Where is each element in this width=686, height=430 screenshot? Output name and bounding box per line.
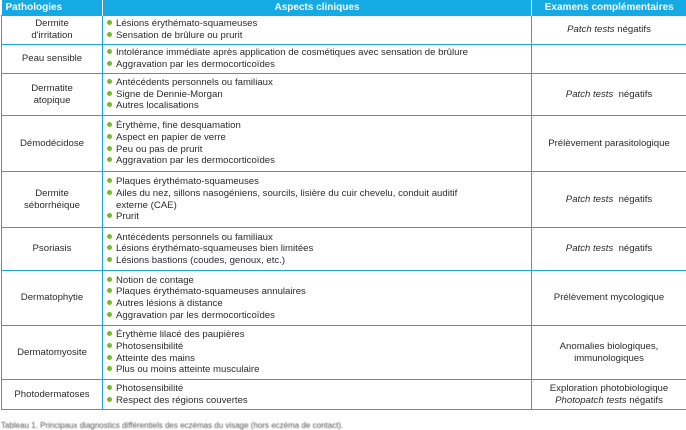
- bullet-icon: [107, 61, 112, 66]
- aspects-cell: [103, 172, 532, 228]
- exam-text: Anomalies biologiques,: [559, 340, 659, 352]
- exam-cell: [532, 116, 686, 172]
- aspects-cell: [103, 271, 532, 326]
- list-item: Photosensibilité: [107, 383, 528, 395]
- exam-text: Prélèvement parasitologique: [548, 137, 670, 149]
- bullet-icon: [107, 257, 112, 262]
- list-item: Atteinte des mains: [107, 353, 528, 365]
- pathology-name: atopique: [33, 94, 71, 106]
- bullet-icon: [107, 122, 112, 127]
- exam-italic: Patch tests: [567, 24, 615, 36]
- pathology-name: Dermatomyosite: [17, 346, 87, 358]
- list-item: Aggravation par les dermocorticoïdes: [107, 59, 528, 71]
- bullet-icon: [107, 134, 112, 139]
- exam-cell: [532, 271, 686, 326]
- header-examens-complementaires: Examens complémentaires: [532, 0, 686, 16]
- exam-cell: [532, 45, 686, 74]
- table-header: [2, 0, 686, 16]
- list-item: Aggravation par les dermocorticoïdes: [107, 310, 528, 322]
- list-item: Lésions bastions (coudes, genoux, etc.): [107, 255, 528, 267]
- table-row: [2, 326, 686, 380]
- bullet-icon: [107, 32, 112, 37]
- table-row: [2, 380, 686, 410]
- bullet-icon: [107, 146, 112, 151]
- list-item: Photosensibilité: [107, 341, 528, 353]
- bullet-icon: [107, 245, 112, 250]
- aspects-cell: [103, 16, 532, 45]
- list-item: Sensation de brûlure ou prurit: [107, 30, 528, 42]
- list-item: Signe de Dennie-Morgan: [107, 89, 528, 101]
- exam-cell: [532, 74, 686, 116]
- bullet-icon: [107, 397, 112, 402]
- list-item: Intolérance immédiate après application de cosmétiques avec sensation de brûlure: [107, 47, 528, 59]
- list-item: Plaques érythémato-squameuses: [107, 176, 528, 188]
- list-item: Autres lésions à distance: [107, 298, 528, 310]
- table-row: [2, 116, 686, 172]
- list-item: Peu ou pas de prurit: [107, 144, 528, 156]
- bullet-icon: [107, 178, 112, 183]
- bullet-icon: [107, 385, 112, 390]
- bullet-icon: [107, 277, 112, 282]
- list-item: Lésions érythémato-squameuses: [107, 18, 528, 30]
- pathology-name: séborrhéique: [23, 199, 80, 211]
- pathology-cell: [2, 16, 103, 45]
- exam-italic: Patch tests: [565, 193, 614, 205]
- exam-text: négatifs: [613, 88, 653, 100]
- bullet-icon: [107, 79, 112, 84]
- exam-italic: Patch tests: [565, 88, 614, 100]
- exam-cell: [532, 326, 686, 380]
- aspects-cell: [103, 228, 532, 271]
- exam-italic: Patch tests: [565, 243, 614, 255]
- exam-text: Exploration photobiologique: [549, 382, 669, 394]
- bullet-icon: [107, 331, 112, 336]
- bullet-icon: [107, 300, 112, 305]
- list-item: Notion de contage: [107, 275, 528, 287]
- exam-italic: Photopatch tests: [555, 394, 627, 406]
- list-item: Antécédents personnels ou familiaux: [107, 77, 528, 89]
- pathology-name: Dermatophytie: [20, 292, 84, 304]
- exam-text-line2: [535, 395, 683, 407]
- table-row: [2, 228, 686, 271]
- table-caption: Tableau 1. Principaux diagnostics différentiels des eczémas du visage (hors eczéma de contact).: [1, 421, 344, 430]
- list-item: Aggravation par les dermocorticoïdes: [107, 155, 528, 167]
- exam-cell: [532, 16, 686, 45]
- pathology-cell: [2, 326, 103, 380]
- exam-text: négatifs: [613, 193, 653, 205]
- table-row: [2, 172, 686, 228]
- pathology-cell: [2, 228, 103, 271]
- aspects-cell: [103, 116, 532, 172]
- list-item: Autres localisations: [107, 100, 528, 112]
- list-item: Respect des régions couvertes: [107, 395, 528, 407]
- list-item: Lésions érythémato-squameuses bien limitées: [107, 243, 528, 255]
- list-item: Érythème lilacé des paupières: [107, 329, 528, 341]
- exam-cell: [532, 228, 686, 271]
- exam-text: négatifs: [614, 24, 651, 36]
- bullet-icon: [107, 91, 112, 96]
- table-row: [2, 74, 686, 116]
- bullet-icon: [107, 213, 112, 218]
- header-pathologies: Pathologies: [2, 0, 103, 16]
- table-row: [2, 45, 686, 74]
- pathology-name: Dermite: [35, 18, 69, 30]
- exam-text: négatifs: [626, 394, 663, 406]
- aspects-cell: [103, 380, 532, 410]
- table-row: [2, 271, 686, 326]
- header-aspects-cliniques: Aspects cliniques: [103, 0, 532, 16]
- list-item: Ailes du nez, sillons nasogéniens, sourcils, lisière du cuir chevelu, conduit auditif: [107, 188, 528, 200]
- bullet-icon: [107, 288, 112, 293]
- bullet-icon: [107, 355, 112, 360]
- pathology-name: d'irritation: [31, 30, 73, 41]
- pathology-cell: [2, 271, 103, 326]
- exam-text: négatifs: [613, 243, 653, 255]
- aspects-cell: [103, 45, 532, 74]
- pathology-name: Psoriasis: [32, 243, 72, 255]
- bullet-icon: [107, 157, 112, 162]
- bullet-icon: [107, 234, 112, 239]
- list-item: Érythème, fine desquamation: [107, 120, 528, 132]
- exam-text: immunologiques: [574, 352, 644, 364]
- pathology-name: Dermite: [35, 187, 69, 199]
- pathology-name: Dermatite: [31, 82, 73, 94]
- pathology-cell: [2, 380, 103, 410]
- list-item-continuation: externe (CAE): [116, 199, 177, 211]
- bullet-icon: [107, 102, 112, 107]
- pathology-cell: [2, 74, 103, 116]
- list-item: Antécédents personnels ou familiaux: [107, 232, 528, 244]
- list-item: Plus ou moins atteinte musculaire: [107, 364, 528, 376]
- pathology-cell: [2, 172, 103, 228]
- list-item: Prurit: [107, 211, 528, 223]
- pathology-name: Démodécidose: [20, 137, 84, 149]
- bullet-icon: [107, 49, 112, 54]
- pathology-cell: [2, 116, 103, 172]
- list-item: Aspect en papier de verre: [107, 132, 528, 144]
- differential-diagnosis-table: [1, 0, 686, 410]
- aspects-cell: [103, 74, 532, 116]
- bullet-icon: [107, 20, 112, 25]
- list-item: Plaques érythémato-squameuses annulaires: [107, 286, 528, 298]
- bullet-icon: [107, 366, 112, 371]
- exam-cell: [532, 172, 686, 228]
- bullet-icon: [107, 190, 112, 195]
- bullet-icon: [107, 343, 112, 348]
- pathology-name: Photodermatoses: [14, 388, 90, 400]
- exam-cell: [532, 380, 686, 410]
- aspects-cell: [103, 326, 532, 380]
- pathology-cell: [2, 45, 103, 74]
- table-row: [2, 16, 686, 45]
- exam-text: Prélèvement mycologique: [553, 292, 665, 304]
- pathology-name: Peau sensible: [21, 53, 83, 65]
- bullet-icon: [107, 312, 112, 317]
